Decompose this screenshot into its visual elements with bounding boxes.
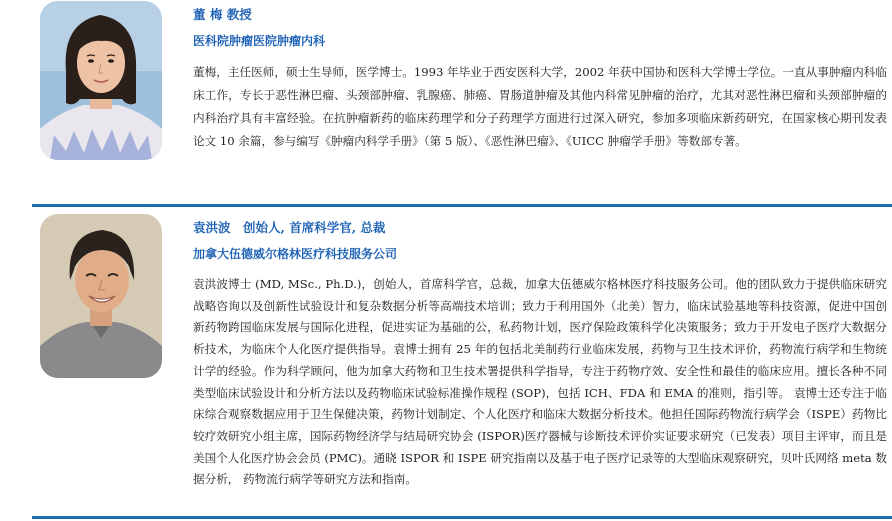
section-divider	[32, 204, 892, 207]
profile-name: 董 梅 教授	[193, 7, 252, 22]
profile-info	[193, 219, 887, 491]
profile-name: 袁洪波 创始人, 首席科学官, 总裁	[193, 220, 386, 235]
profile-organization: 医科院肿瘤医院肿瘤内科	[193, 34, 326, 48]
portrait-image-man	[40, 214, 162, 378]
profile-organization: 加拿大伍德威尔格林医疗科技服务公司	[193, 247, 398, 261]
profile-yuan-hongbo	[0, 208, 892, 517]
profile-dong-mei	[0, 0, 892, 204]
section-divider	[32, 516, 892, 519]
profile-bio: 袁洪波博士 (MD, MSc., Ph.D.)，创始人，首席科学官，总裁，加拿大伍德威尔格林医疗科技服务公司。他的团队致力于提供临床研究战略咨询以及创新性试验设计和复杂数据分析等高端技术培训；致力于利用国外（北美）智力，临床试验基地等科技资源，促进中国创新药物跨国临床发展与国际化进程，促进实证为基础的公，私药物计划，医疗保险政策科学化决策服务；致力于开发电子医疗大数据分析技术，为临床个人化医疗提供指导。袁博士拥有 25 年的包括北美制药行业临床发展，药物与卫生技术评价，药物流行病学和生物统计学的经验。作为科学顾问，他为加拿大药物和卫生技术署提供科学指导，专注于药物疗效、安全性和最佳的临床应用。擅长各种不同类型临床试验设计和分析方法以及药物临床试验标准操作规程 (SOP)，包括 ICH、FDA 和 EMA 的准则，指引等。 袁博士还专注于临床综合观察数据应用于卫生保健决策，药物计划制定、个人化医疗和临床大数据分析技术。他担任国际药物流行病学会（ISPE）药物比较疗效研究小组主席，国际药物经济学与结局研究协会 (ISPOR)医疗器械与诊断技术评价实证要求研究（已发表）项目主评审，而且是美国个人化医疗协会会员 (PMC)。通晓 ISPOR 和 ISPE 研究指南以及基于电子医疗记录等的大型临床观察研究，贝叶氏网络 meta 数据分析， 药物流行病学等研究方法和指南。	[193, 277, 887, 487]
profile-photo	[40, 214, 162, 378]
profile-bio: 董梅，主任医师，硕士生导师，医学博士。1993 年毕业于西安医科大学，2002 年获中国协和医科大学博士学位。一直从事肿瘤内科临床工作，专长于恶性淋巴瘤、头颈部肿瘤、乳腺癌、肺癌、胃肠道肿瘤及其他内科常见肿瘤的治疗，尤其对恶性淋巴瘤和头颈部肿瘤的内科治疗具有丰富经验。在抗肿瘤新药的临床药理学和分子药理学方面进行过深入研究，参加多项临床新药研究，在国家核心期刊发表论文 10 余篇，参与编写《肿瘤内科学手册》（第 5 版）、《恶性淋巴瘤》、《UICC 肿瘤学手册》等数部专著。	[193, 65, 887, 148]
profile-info	[193, 6, 887, 153]
portrait-image-woman	[40, 1, 162, 160]
profile-photo	[40, 1, 162, 160]
